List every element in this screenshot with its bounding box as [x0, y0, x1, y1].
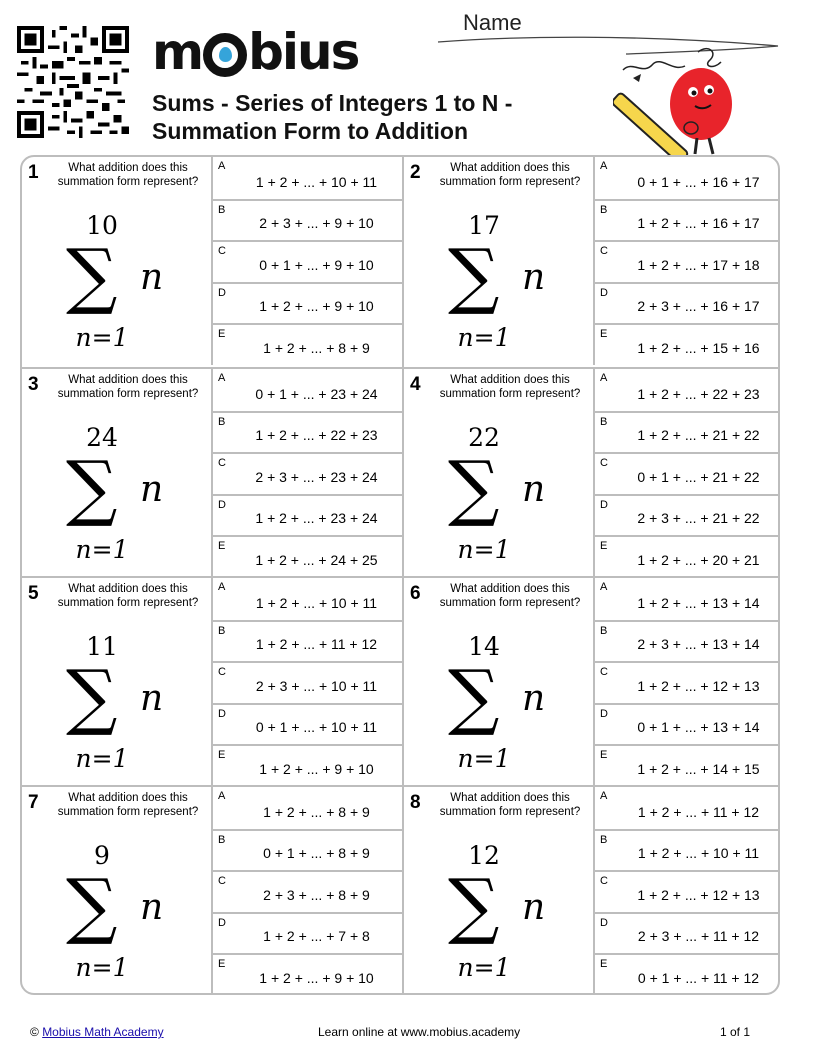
option-letter: D [600, 916, 608, 929]
answer-option[interactable] [595, 411, 780, 453]
option-letter: E [218, 958, 226, 971]
option-text: 1 + 2 + ... + 24 + 25 [255, 551, 378, 568]
option-text: 1 + 2 + ... + 12 + 13 [637, 886, 760, 903]
option-text: 0 + 1 + ... + 11 + 12 [637, 969, 760, 986]
option-text: 1 + 2 + ... + 10 + 11 [255, 173, 378, 190]
lower-limit: n=1 [457, 323, 511, 352]
option-letter: C [218, 245, 226, 258]
upper-limit: 14 [468, 632, 500, 661]
option-text: 1 + 2 + ... + 10 + 11 [637, 845, 760, 862]
option-letter: A [600, 581, 608, 593]
answer-option[interactable] [213, 452, 402, 494]
option-text: 0 + 1 + ... + 23 + 24 [255, 385, 378, 402]
option-text: 1 + 2 + ... + 21 + 22 [637, 427, 760, 444]
sigma-icon: ∑ [448, 445, 500, 529]
answer-options [211, 787, 400, 995]
option-text: 1 + 2 + ... + 14 + 15 [637, 760, 760, 777]
answer-option[interactable] [595, 578, 780, 620]
option-letter: E [600, 540, 608, 553]
answer-option[interactable] [595, 494, 780, 536]
answer-option[interactable] [595, 870, 780, 912]
answer-option[interactable] [213, 411, 402, 453]
summand: n [140, 469, 164, 510]
answer-option[interactable] [213, 323, 402, 365]
option-text: 2 + 3 + ... + 11 + 12 [637, 928, 760, 945]
sigma-icon: ∑ [448, 863, 500, 947]
summand: n [522, 257, 546, 298]
lower-limit: n=1 [75, 323, 129, 352]
answer-option[interactable] [595, 661, 780, 703]
question-number: 6 [410, 583, 421, 604]
summation-expression [444, 209, 574, 359]
option-letter: E [218, 749, 226, 762]
answer-option[interactable] [213, 787, 402, 829]
option-text: 0 + 1 + ... + 9 + 10 [259, 256, 374, 273]
option-letter: D [600, 498, 608, 511]
sigma-icon: ∑ [66, 863, 118, 947]
option-letter: C [600, 245, 608, 258]
copyright-symbol: © [30, 1025, 39, 1039]
option-letter: C [218, 666, 226, 679]
option-text: 1 + 2 + ... + 12 + 13 [637, 677, 760, 694]
summation-expression [62, 209, 192, 359]
option-text: 1 + 2 + ... + 15 + 16 [637, 339, 760, 356]
answer-option[interactable] [595, 703, 780, 745]
question-cell [402, 157, 780, 367]
option-letter: E [600, 749, 608, 762]
summation-expression [444, 839, 574, 989]
option-letter: B [218, 833, 226, 846]
answer-option[interactable] [213, 620, 402, 662]
answer-option[interactable] [595, 199, 780, 241]
option-letter: B [218, 624, 226, 637]
option-text: 1 + 2 + ... + 16 + 17 [637, 215, 760, 232]
question-prompt: What addition does this summation form represent? [57, 792, 199, 818]
question-prompt: What addition does this summation form represent? [439, 792, 581, 818]
option-text: 1 + 2 + ... + 9 + 10 [259, 298, 374, 315]
upper-limit: 12 [468, 841, 500, 870]
mobius-academy-link[interactable]: Mobius Math Academy [42, 1025, 164, 1039]
lower-limit: n=1 [75, 953, 129, 982]
lower-limit: n=1 [75, 535, 129, 564]
option-letter: E [600, 328, 608, 341]
upper-limit: 11 [86, 632, 118, 661]
answer-option[interactable] [213, 157, 402, 199]
upper-limit: 24 [86, 423, 118, 452]
option-text: 1 + 2 + ... + 8 + 9 [263, 339, 370, 356]
answer-option[interactable] [595, 323, 780, 365]
summand: n [522, 469, 546, 510]
upper-limit: 10 [86, 211, 118, 240]
question-number: 1 [28, 162, 39, 183]
option-text: 1 + 2 + ... + 7 + 8 [263, 928, 370, 945]
answer-option[interactable] [213, 744, 402, 786]
sigma-icon: ∑ [448, 654, 500, 738]
question-prompt: What addition does this summation form represent? [439, 162, 581, 188]
answer-options [211, 369, 400, 577]
lower-limit: n=1 [457, 953, 511, 982]
answer-option[interactable] [213, 494, 402, 536]
option-letter: C [218, 457, 226, 470]
option-letter: A [218, 372, 226, 384]
answer-option[interactable] [213, 953, 402, 995]
option-letter: A [218, 160, 226, 172]
answer-options [593, 369, 780, 577]
option-letter: D [218, 286, 226, 299]
question-number: 5 [28, 583, 39, 604]
option-letter: B [600, 415, 608, 428]
upper-limit: 9 [94, 841, 110, 870]
option-letter: D [218, 707, 226, 720]
footer-center-text: Learn online at www.mobius.academy [318, 1025, 521, 1039]
answer-option[interactable] [213, 703, 402, 745]
option-letter: C [218, 875, 226, 888]
answer-option[interactable] [213, 199, 402, 241]
option-text: 2 + 3 + ... + 21 + 22 [637, 510, 760, 527]
option-letter: C [600, 666, 608, 679]
upper-limit: 22 [468, 423, 500, 452]
question-number: 2 [410, 162, 421, 183]
option-letter: D [218, 916, 226, 929]
option-text: 0 + 1 + ... + 21 + 22 [637, 468, 760, 485]
option-text: 0 + 1 + ... + 8 + 9 [263, 845, 370, 862]
option-letter: B [600, 833, 608, 846]
option-text: 1 + 2 + ... + 10 + 11 [255, 594, 378, 611]
option-letter: A [600, 160, 608, 172]
name-label: Name [463, 10, 522, 35]
option-letter: B [600, 624, 608, 637]
qr-code [17, 26, 129, 138]
answer-options [593, 157, 780, 365]
question-number: 3 [28, 374, 39, 395]
answer-option[interactable] [595, 535, 780, 577]
option-text: 2 + 3 + ... + 9 + 10 [259, 215, 374, 232]
answer-option[interactable] [213, 240, 402, 282]
summation-expression [62, 630, 192, 780]
answer-options [211, 157, 400, 365]
footer-copyright [30, 1025, 164, 1039]
lower-limit: n=1 [75, 744, 129, 773]
sigma-icon: ∑ [66, 233, 118, 317]
answer-option[interactable] [595, 282, 780, 324]
option-text: 2 + 3 + ... + 23 + 24 [255, 468, 378, 485]
question-cell [402, 576, 780, 786]
option-text: 1 + 2 + ... + 17 + 18 [637, 256, 760, 273]
option-text: 1 + 2 + ... + 13 + 14 [637, 594, 760, 611]
question-prompt: What addition does this summation form represent? [57, 374, 199, 400]
question-cell [22, 576, 402, 786]
answer-options [593, 578, 780, 786]
question-number: 7 [28, 792, 39, 813]
option-text: 1 + 2 + ... + 22 + 23 [637, 385, 760, 402]
option-letter: A [600, 790, 608, 802]
option-letter: D [600, 286, 608, 299]
lower-limit: n=1 [457, 744, 511, 773]
option-letter: E [218, 328, 226, 341]
worksheet-title: Sums - Series of Integers 1 to N - Summation Form to Addition [152, 90, 513, 144]
option-letter: D [600, 707, 608, 720]
summation-expression [444, 421, 574, 571]
question-prompt: What addition does this summation form represent? [57, 162, 199, 188]
option-text: 1 + 2 + ... + 8 + 9 [263, 803, 370, 820]
answer-option[interactable] [213, 829, 402, 871]
question-number: 8 [410, 792, 421, 813]
option-text: 0 + 1 + ... + 13 + 14 [637, 719, 760, 736]
answer-option[interactable] [595, 240, 780, 282]
sigma-icon: ∑ [66, 445, 118, 529]
question-cell [22, 367, 402, 577]
question-cell [22, 157, 402, 367]
question-prompt: What addition does this summation form represent? [57, 583, 199, 609]
answer-option[interactable] [595, 787, 780, 829]
answer-option[interactable] [213, 578, 402, 620]
option-letter: C [600, 875, 608, 888]
question-prompt: What addition does this summation form represent? [439, 374, 581, 400]
answer-option[interactable] [595, 369, 780, 411]
option-text: 0 + 1 + ... + 10 + 11 [255, 719, 378, 736]
sigma-icon: ∑ [448, 233, 500, 317]
summand: n [140, 678, 164, 719]
answer-option[interactable] [213, 661, 402, 703]
answer-options [593, 787, 780, 995]
option-text: 2 + 3 + ... + 10 + 11 [255, 677, 378, 694]
option-text: 1 + 2 + ... + 23 + 24 [255, 510, 378, 527]
option-letter: D [218, 498, 226, 511]
option-text: 1 + 2 + ... + 11 + 12 [255, 636, 378, 653]
mobius-logo: m bius [152, 23, 359, 81]
question-cell [402, 785, 780, 995]
option-text: 1 + 2 + ... + 9 + 10 [259, 969, 374, 986]
option-text: 0 + 1 + ... + 16 + 17 [637, 173, 760, 190]
option-letter: A [218, 790, 226, 802]
question-cell [402, 367, 780, 577]
summation-expression [444, 630, 574, 780]
answer-option[interactable] [595, 620, 780, 662]
answer-option[interactable] [213, 535, 402, 577]
option-letter: B [600, 203, 608, 216]
summand: n [522, 678, 546, 719]
answer-option[interactable] [213, 912, 402, 954]
question-prompt: What addition does this summation form represent? [439, 583, 581, 609]
answer-option[interactable] [595, 744, 780, 786]
option-text: 2 + 3 + ... + 13 + 14 [637, 636, 760, 653]
upper-limit: 17 [468, 211, 500, 240]
summand: n [140, 257, 164, 298]
answer-option[interactable] [595, 912, 780, 954]
option-letter: E [218, 540, 226, 553]
question-cell [22, 785, 402, 995]
option-text: 1 + 2 + ... + 11 + 12 [637, 803, 760, 820]
option-letter: A [218, 581, 226, 593]
summand: n [522, 887, 546, 928]
option-text: 2 + 3 + ... + 16 + 17 [637, 298, 760, 315]
option-letter: B [218, 415, 226, 428]
option-text: 1 + 2 + ... + 22 + 23 [255, 427, 378, 444]
option-letter: A [600, 372, 608, 384]
sigma-icon: ∑ [66, 654, 118, 738]
answer-option[interactable] [595, 953, 780, 995]
option-letter: E [600, 958, 608, 971]
answer-option[interactable] [595, 829, 780, 871]
answer-option[interactable] [213, 870, 402, 912]
option-text: 1 + 2 + ... + 20 + 21 [637, 551, 760, 568]
option-letter: B [218, 203, 226, 216]
page-indicator: 1 of 1 [720, 1025, 751, 1039]
lower-limit: n=1 [457, 535, 511, 564]
summation-expression [62, 421, 192, 571]
worksheet-grid [20, 155, 780, 995]
answer-option[interactable] [213, 282, 402, 324]
answer-option[interactable] [213, 369, 402, 411]
question-number: 4 [410, 374, 421, 395]
mascot-icon [613, 42, 743, 157]
option-text: 2 + 3 + ... + 8 + 9 [263, 886, 370, 903]
option-letter: C [600, 457, 608, 470]
answer-options [211, 578, 400, 786]
answer-option[interactable] [595, 157, 780, 199]
answer-option[interactable] [595, 452, 780, 494]
option-text: 1 + 2 + ... + 9 + 10 [259, 760, 374, 777]
summand: n [140, 887, 164, 928]
summation-expression [62, 839, 192, 989]
